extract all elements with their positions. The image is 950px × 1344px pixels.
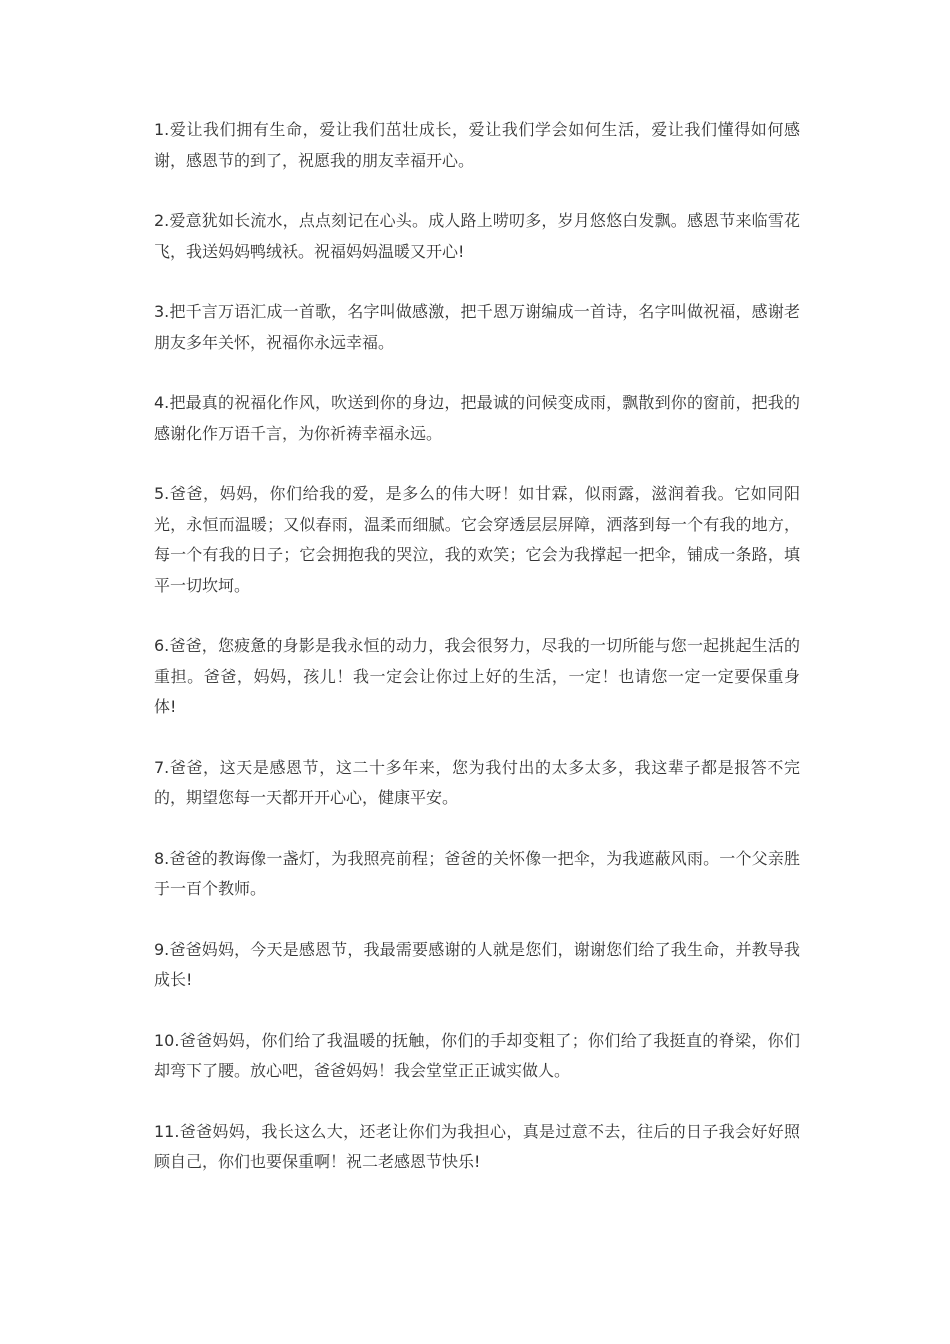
document-body xyxy=(154,115,800,1208)
paragraph-3: 3.把千言万语汇成一首歌，名字叫做感激，把千恩万谢编成一首诗，名字叫做祝福，感谢老朋友多年关怀，祝福你永远幸福。 xyxy=(154,302,800,352)
paragraph-1: 1.爱让我们拥有生命，爱让我们茁壮成长，爱让我们学会如何生活，爱让我们懂得如何感谢，感恩节的到了，祝愿我的朋友幸福开心。 xyxy=(154,120,800,170)
paragraph-7: 7.爸爸，这天是感恩节，这二十多年来，您为我付出的太多太多，我这辈子都是报答不完的，期望您每一天都开开心心，健康平安。 xyxy=(154,757,800,807)
paragraph-8: 8.爸爸的教诲像一盏灯，为我照亮前程；爸爸的关怀像一把伞，为我遮蔽风雨。一个父亲胜于一百个教师。 xyxy=(154,848,800,898)
paragraph-4: 4.把最真的祝福化作风，吹送到你的身边，把最诚的问候变成雨，飘散到你的窗前，把我的感谢化作万语千言，为你祈祷幸福永远。 xyxy=(154,393,800,443)
paragraph-9: 9.爸爸妈妈，今天是感恩节，我最需要感谢的人就是您们，谢谢您们给了我生命，并教导我成长! xyxy=(154,939,800,989)
paragraph-10: 10.爸爸妈妈，你们给了我温暖的抚触，你们的手却变粗了；你们给了我挺直的脊梁，你们却弯下了腰。放心吧，爸爸妈妈！我会堂堂正正诚实做人。 xyxy=(154,1030,800,1080)
paragraph-11: 11.爸爸妈妈，我长这么大，还老让你们为我担心，真是过意不去，往后的日子我会好好照顾自己，你们也要保重啊！祝二老感恩节快乐! xyxy=(154,1121,800,1171)
paragraph-2: 2.爱意犹如长流水，点点刻记在心头。成人路上唠叨多，岁月悠悠白发飘。感恩节来临雪花飞，我送妈妈鸭绒袄。祝福妈妈温暖又开心! xyxy=(154,211,800,261)
paragraph-6: 6.爸爸，您疲惫的身影是我永恒的动力，我会很努力，尽我的一切所能与您一起挑起生活的重担。爸爸，妈妈，孩儿！我一定会让你过上好的生活，一定！也请您一定一定要保重身体! xyxy=(154,636,800,716)
paragraph-5: 5.爸爸，妈妈，你们给我的爱，是多么的伟大呀！如甘霖，似雨露，滋润着我。它如同阳光，永恒而温暖；又似春雨，温柔而细腻。它会穿透层层屏障，洒落到每一个有我的地方，每一个有我的日子；它会拥抱我的哭泣，我的欢笑；它会为我撑起一把伞，铺成一条路，填平一切坎坷。 xyxy=(154,484,800,595)
